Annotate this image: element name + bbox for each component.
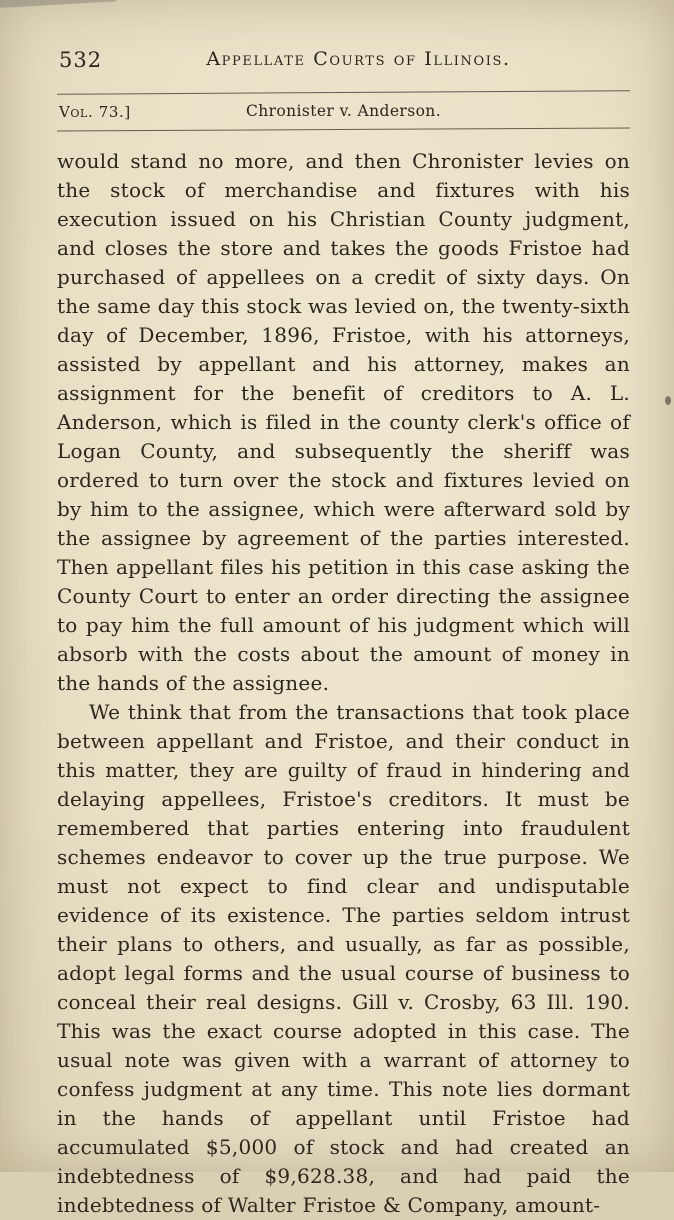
page-content [57,48,630,1220]
page-number: 532 [59,48,103,72]
case-caption: Chronister v. Anderson. [245,102,442,120]
running-header: Appellate Courts of Illinois. [206,48,511,70]
body-paragraph-2: We think that from the transactions that took place between appellant and Fristoe, and their conduct in this matter, they are guilty of fraud in hindering and delaying appellees, Fristoe's creditors. It must be remembered that parties entering into fraudulent schemes endeavor to cover up the true purpose. We must not expect to find clear and undisputable evidence of its existence. The parties seldom intrust their plans to others, and usually, as far as possible, adopt legal forms and the usual course of business to conceal their real designs. Gill v. Crosby, 63 Ill. 190. This was the exact course adopted in this case. The usual note was given with a warrant of attorney to confess judgment at any time. This note lies dormant in the hands of appellant until Fristoe had accumulated $5,000 of stock and had created an indebtedness of $9,628.38, and had paid the indebtedness of Walter Fristoe & Company, amount- [57,700,630,1217]
opinion-text [57,147,630,1220]
scan-edge-artifact [0,0,116,9]
body-paragraph-1: would stand no more, and then Chronister levies on the stock of merchandise and fixtures with his execution issued on his Christian County judgment, and closes the store and takes the goods Fristoe had purchased of appellees on a credit of sixty days. On the same day this stock was levied on, the twenty-sixth day of December, 1896, Fristoe, with his attorneys, assisted by appellant and his attorney, makes an assignment for the benefit of creditors to A. L. Anderson, which is filed in the county clerk's office of Logan County, and subsequently the sheriff was ordered to turn over the stock and fixtures levied on by him to the assignee, which were afterward sold by the assignee by agreement of the parties interested. Then appellant files his petition in this case asking the County Court to enter an order directing the assignee to pay him the full amount of his judgment which will absorb with the costs about the amount of money in the hands of the assignee. [57,149,630,695]
scan-speck-artifact [665,396,671,405]
volume-label: Vol. 73.] [59,103,131,121]
header-rule-bottom [57,127,630,131]
case-caption-row [57,102,630,122]
header-rule-top [57,90,630,95]
page-header [57,48,630,78]
